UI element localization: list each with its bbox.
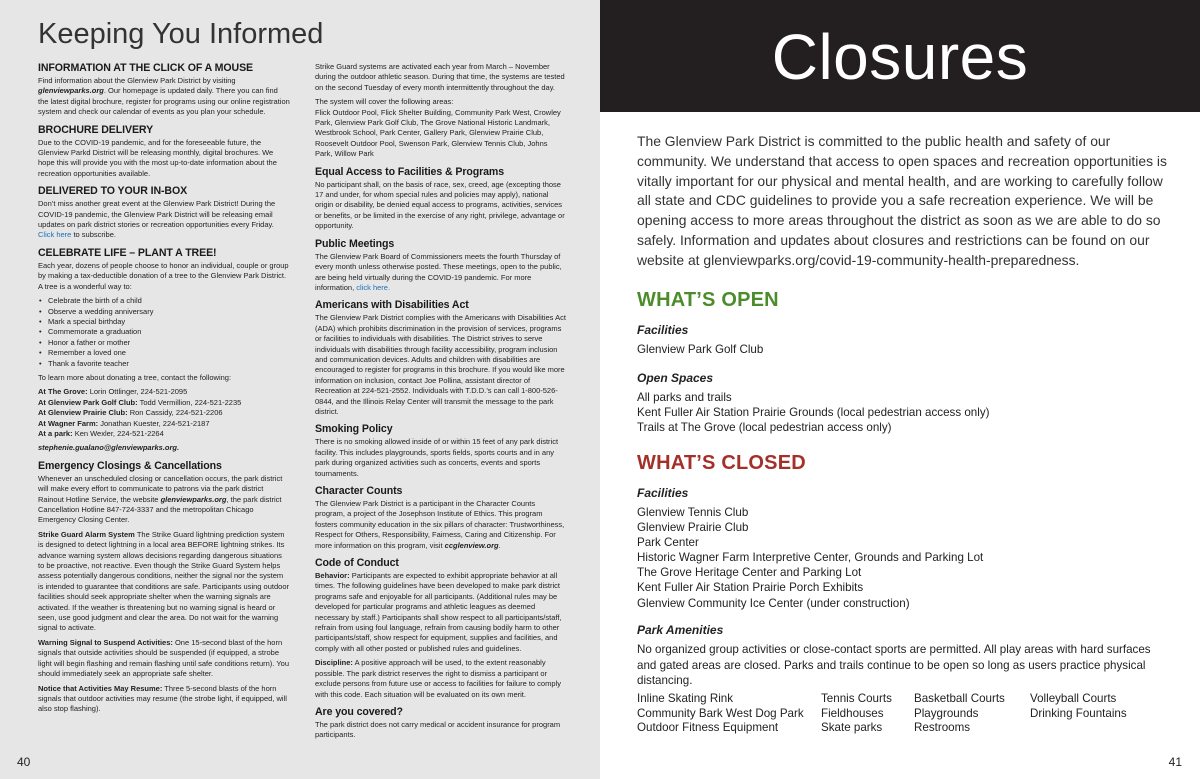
contact-label: At The Grove: <box>38 387 88 397</box>
list-item: Volleyball Courts <box>1030 692 1117 705</box>
contact-value: Jonathan Kuester, 224-521-2187 <box>100 418 210 428</box>
list-item: Playgrounds <box>914 706 979 720</box>
page-number: 41 <box>1168 755 1182 769</box>
areas-paragraph <box>315 97 567 159</box>
emergency-text: Whenever an unscheduled closing or cancellation occurs, the park district will make every effort to communicate to patrons via the park district Rainout Hotline Service, the website <box>38 473 283 504</box>
list-item: • Mark a special birthday <box>38 317 290 327</box>
left-column-1 <box>38 62 290 719</box>
smoking-heading: Smoking Policy <box>315 423 393 436</box>
strike-paragraph <box>38 530 290 634</box>
smoking-paragraph: There is no smoking allowed inside of or within 15 feet of any park district facility. This includes playgrounds, sports fields, sports courts and in any park during organized activities such as concerts, events and sports tournaments. <box>315 437 559 478</box>
contact-value: Todd Vermillion, 224-521-2235 <box>139 397 242 407</box>
discipline-paragraph <box>315 658 567 700</box>
list-item: • Remember a loved one <box>38 348 290 358</box>
website-link[interactable]: glenviewparks.org <box>160 494 227 504</box>
closed-facilities-label: Facilities <box>637 486 689 500</box>
contact-value: Ken Wexler, 224-521-2264 <box>74 428 164 438</box>
amenities-column <box>1030 692 1127 721</box>
list-item: • Celebrate the birth of a child <box>38 296 290 306</box>
list-item: Outdoor Fitness Equipment <box>637 721 779 734</box>
equal-access-paragraph: No participant shall, on the basis of race, sex, creed, age (excepting those 17 and under, for whom special rules and policies may apply), national origin or disability, be denied equal access to programs, activities, services or benefits, or be limited in the exercise of any right, privilege, advantage or opportunity. <box>315 179 565 231</box>
list-item: Community Bark West Dog Park <box>637 706 804 720</box>
character-heading: Character Counts <box>315 485 403 497</box>
list-item: Kent Fuller Air Station Prairie Porch Exhibits <box>637 581 864 595</box>
tree-contact-intro: To learn more about donating a tree, contact the following: <box>38 372 232 382</box>
website-link[interactable]: ccglenview.org <box>444 540 499 550</box>
amenities-column <box>914 692 1005 736</box>
page-title: Keeping You Informed <box>38 18 324 50</box>
list-item: Basketball Courts <box>914 692 1005 705</box>
emergency-paragraph <box>38 474 290 526</box>
whats-closed-heading: WHAT’S CLOSED <box>637 452 806 474</box>
areas-intro: The system will cover the following areas: <box>315 97 454 107</box>
tree-list <box>38 296 290 369</box>
contact-label: At a park: <box>38 428 73 438</box>
contact-row <box>38 408 290 418</box>
strike-text: The Strike Guard lightning prediction system is designed to detect lightning in a local area BEFORE lightning strikes. Its advance warning system allows decisions regarding dangerous situations to be proactive, not reactive. Even though the Strike Guard System helps assess potentially dangerous conditions, neither the signal nor the system is intended to guarantee that conditions are safe. Participants using outdoor facilities should seek appropriate shelter when the warning signals are activated. If the weather is threatening but no warning signal is heard or seen, use good judgment and clear the area. Do not wait for the warning signal to activate. <box>38 529 289 633</box>
resume-label: Notice that Activities May Resume: <box>38 683 163 693</box>
tree-paragraph: Each year, dozens of people choose to honor an individual, couple or group by making a tax-deductible donation of a tree to the Glenview Park District. A tree is a wonderful way to: <box>38 260 289 291</box>
right-page <box>600 0 1200 779</box>
page-number: 40 <box>17 755 31 769</box>
list-item: All parks and trails <box>637 391 732 404</box>
resume-text: Three 5-second blasts of the horn signals that outdoor activities may resume (the strobe light, if equipped, will also stop flashing). <box>38 683 287 714</box>
emergency-text-rest: , the park district Cancellation Hotline 847-724-3337 and the metropolitan Chicago Emergency Closing Center. <box>38 494 282 525</box>
ada-paragraph: The Glenview Park District complies with the Americans with Disabilities Act (ADA) which prohibits discrimination in the provision of services, programs or facilities to individuals with disabilities. The District strives to serve individuals with disabilities through facility accessibility, program inclusion and communication devices. Adults and children with disabilities are encouraged to register for programs in this brochure. If you would like more information on inclusion, contact Joe Pollina, assistant director of Recreation at 224-521-2552. Individuals with T.D.D.’s can call 1-800-526-0844, and the Illinois Relay Center will transmit the message to the park district. <box>315 313 566 416</box>
intro-paragraph: The Glenview Park District is committed to the public health and safety of our community. We understand that access to open spaces and recreation opportunities is vitally important for our physical and mental health, and are working to carefully follow all state and CDC guidelines to provide you a safe recreation experience. We will be opening access to more areas throughout the district as soon as we are able to do so safely. Information and updates about closures and restrictions can be found on our website at glenviewparks.org/covid-19-community-health-preparedness. <box>637 133 1167 268</box>
left-column-2 <box>315 62 567 745</box>
list-item: Historic Wagner Farm Interpretive Center, Grounds and Parking Lot <box>637 551 984 565</box>
amenities-column <box>637 692 804 736</box>
list-item: Glenview Park Golf Club <box>637 343 764 356</box>
tree-heading: CELEBRATE LIFE – PLANT A TREE! <box>38 246 217 259</box>
resume-paragraph <box>38 684 290 715</box>
list-item: Glenview Community Ice Center (under construction) <box>637 596 910 610</box>
list-item: Kent Fuller Air Station Prairie Grounds (local pedestrian access only) <box>637 406 990 420</box>
list-item: Glenview Tennis Club <box>637 506 749 519</box>
behavior-text: Participants are expected to exhibit appropriate behavior at all times. The following guidelines have been developed to make park district programs safe and enjoyable for all participants. (Additional rules may be developed for particular programs and athletic leagues as deemed necessary by staff.) Participants shall show respect to all participants/staff, refrain from using foul language, refrain from causing bodily harm to other participants/staff, show respect for equipment, supplies and facilities, and comply with all other posted or published rules and guidelines. <box>315 571 562 653</box>
contact-row <box>38 429 290 439</box>
list-item: Skate parks <box>821 721 883 734</box>
list-item: • Observe a wedding anniversary <box>38 307 290 317</box>
list-item: • Commemorate a graduation <box>38 327 290 337</box>
open-spaces-label: Open Spaces <box>637 371 714 385</box>
closures-banner <box>600 0 1200 112</box>
warning-label: Warning Signal to Suspend Activities: <box>38 637 173 647</box>
list-item: • Thank a favorite teacher <box>38 359 290 369</box>
character-text: The Glenview Park District is a participant in the Character Counts program, a project of the Josephson Institute of Ethics. This program fosters community education in the six pillars of character: Trustworthiness, Respect for Others, Responsibility, Fairness, Caring and Citizenship. For more information on this program, visit <box>315 499 565 550</box>
amenities-paragraph: No organized group activities or close-contact sports are permitted. All play areas with hard surfaces and gated areas are closed. Parks and trails continue to be open so long as users practice physical distancing. <box>637 643 1151 687</box>
contact-label: At Wagner Farm: <box>38 418 99 428</box>
open-facilities-list <box>637 342 763 357</box>
park-amenities-label: Park Amenities <box>637 623 724 637</box>
list-item: Tennis Courts <box>821 692 892 705</box>
strike-schedule-paragraph: Strike Guard systems are activated each year from March – November during the outdoor athletic season. During that time, the systems are tested on the second Tuesday of every month intermittently throughout the day. <box>315 62 565 92</box>
contact-value: Lorin Ottlinger, 224-521-2095 <box>89 387 188 397</box>
open-facilities-label: Facilities <box>637 323 689 337</box>
tree-email[interactable] <box>38 443 290 453</box>
contact-value: Ron Cassidy, 224-521-2206 <box>129 408 223 418</box>
list-item: Restrooms <box>914 721 971 734</box>
inbox-paragraph <box>38 199 290 241</box>
inbox-heading: DELIVERED TO YOUR IN-BOX <box>38 185 188 198</box>
contact-label: At Glenview Prairie Club: <box>38 408 128 418</box>
contact-row <box>38 398 290 408</box>
character-paragraph: The Glenview Park District is a participant in the Character Counts program, a project of the Josephson Institute of Ethics. This program fosters community education in the six pillars of character: Trustworthiness, Respect for Others, Responsibility, Fairness, Caring and Citizenship. For more information on this program, visit ccglenview.org. <box>315 499 565 550</box>
discipline-text: A positive approach will be used, to the extent reasonably possible. The park district reserves the right to dismiss a participant or exclude persons from future use or access to facilities for failure to comply with this code. Each situation will be evaluated on its own merit. <box>315 658 561 699</box>
list-item: Fieldhouses <box>821 706 884 720</box>
closed-facilities-list <box>637 505 983 611</box>
list-item: Drinking Fountains <box>1030 706 1127 720</box>
inbox-text: Don’t miss another great event at the Glenview Park District! During the COVID-19 pandemic, the Glenview Park District will be releasing email updates on park district stories or recreation opportunities every Friday. <box>38 199 276 230</box>
whats-open-heading: WHAT’S OPEN <box>637 289 779 311</box>
covered-heading: Are you covered? <box>315 705 403 718</box>
equal-access-heading: Equal Access to Facilities & Programs <box>315 165 505 178</box>
inbox-text-rest: to subscribe. <box>73 230 116 240</box>
banner-title: Closures <box>771 21 1029 93</box>
amenities-column <box>821 692 892 736</box>
meetings-heading: Public Meetings <box>315 237 395 250</box>
contact-label: At Glenview Park Golf Club: <box>38 397 138 407</box>
ada-heading: Americans with Disabilities Act <box>315 299 469 312</box>
meetings-paragraph <box>315 252 567 294</box>
strike-label: Strike Guard Alarm System <box>38 529 135 539</box>
brochure-heading: BROCHURE DELIVERY <box>38 123 154 136</box>
behavior-paragraph <box>315 571 567 654</box>
warning-text: One 15-second blast of the horn signals that outside activities should be suspended (if equipped, a strobe light will begin flashing and remain flashing until safe conditions return). You should immediately seek an appropriate safe shelter. <box>38 637 289 679</box>
click-text-rest: . Our homepage is updated daily. There you can find the latest digital brochure, register for programs using our online registration system and check our calendar of events as you plan your schedule. <box>38 86 290 117</box>
conduct-heading: Code of Conduct <box>315 557 399 570</box>
meetings-text: The Glenview Park Board of Commissioners meets the fourth Thursday of every month unless otherwise posted. These meetings, open to the public, are being held virtually during the COVID-19 pandemic. For more information, <box>315 251 562 292</box>
contact-list <box>38 387 290 439</box>
areas-list: Flick Outdoor Pool, Flick Shelter Building, Community Park West, Crowley Park, Glenview Park Golf Club, The Grove National Historic Landmark, Westbrook School, Park Center, Gallery Park, Glenview Prairie Club, Roosevelt Outdoor Pool, Swenson Park, Glenview Tennis Club, Johns Park, Willow Park <box>315 107 561 159</box>
list-item: The Grove Heritage Center and Parking Lot <box>637 566 862 580</box>
behavior-label: Behavior: <box>315 571 350 581</box>
list-item: Inline Skating Rink <box>637 692 734 705</box>
contact-row <box>38 419 290 429</box>
list-item: Park Center <box>637 536 699 550</box>
email-link[interactable]: stephenie.gualano@glenviewparks.org. <box>38 443 180 453</box>
subscribe-link[interactable]: Click here <box>38 230 72 240</box>
open-spaces-list <box>637 390 989 435</box>
website-link[interactable]: glenviewparks.org <box>38 86 104 96</box>
covered-paragraph: The park district does not carry medical or accident insurance for program participants. <box>315 719 561 740</box>
click-heading: INFORMATION AT THE CLICK OF A MOUSE <box>38 62 254 74</box>
list-item: • Honor a father or mother <box>38 338 290 348</box>
contact-row <box>38 387 290 397</box>
list-item: Trails at The Grove (local pedestrian access only) <box>637 421 892 435</box>
list-item: Glenview Prairie Club <box>637 521 749 535</box>
meetings-link[interactable]: click here. <box>356 282 391 292</box>
emergency-heading: Emergency Closings & Cancellations <box>38 459 222 472</box>
click-text: Find information about the Glenview Park District by visiting <box>38 76 236 85</box>
discipline-label: Discipline: <box>315 658 353 668</box>
click-paragraph <box>38 76 290 118</box>
brochure-paragraph: Due to the COVID-19 pandemic, and for the foreseeable future, the Glenview Parkd District will be releasing monthly, digital brochures. We hope this will provide you with the most up-to-date information about the recreation opportunities available. <box>38 137 277 178</box>
warning-paragraph <box>38 638 290 680</box>
